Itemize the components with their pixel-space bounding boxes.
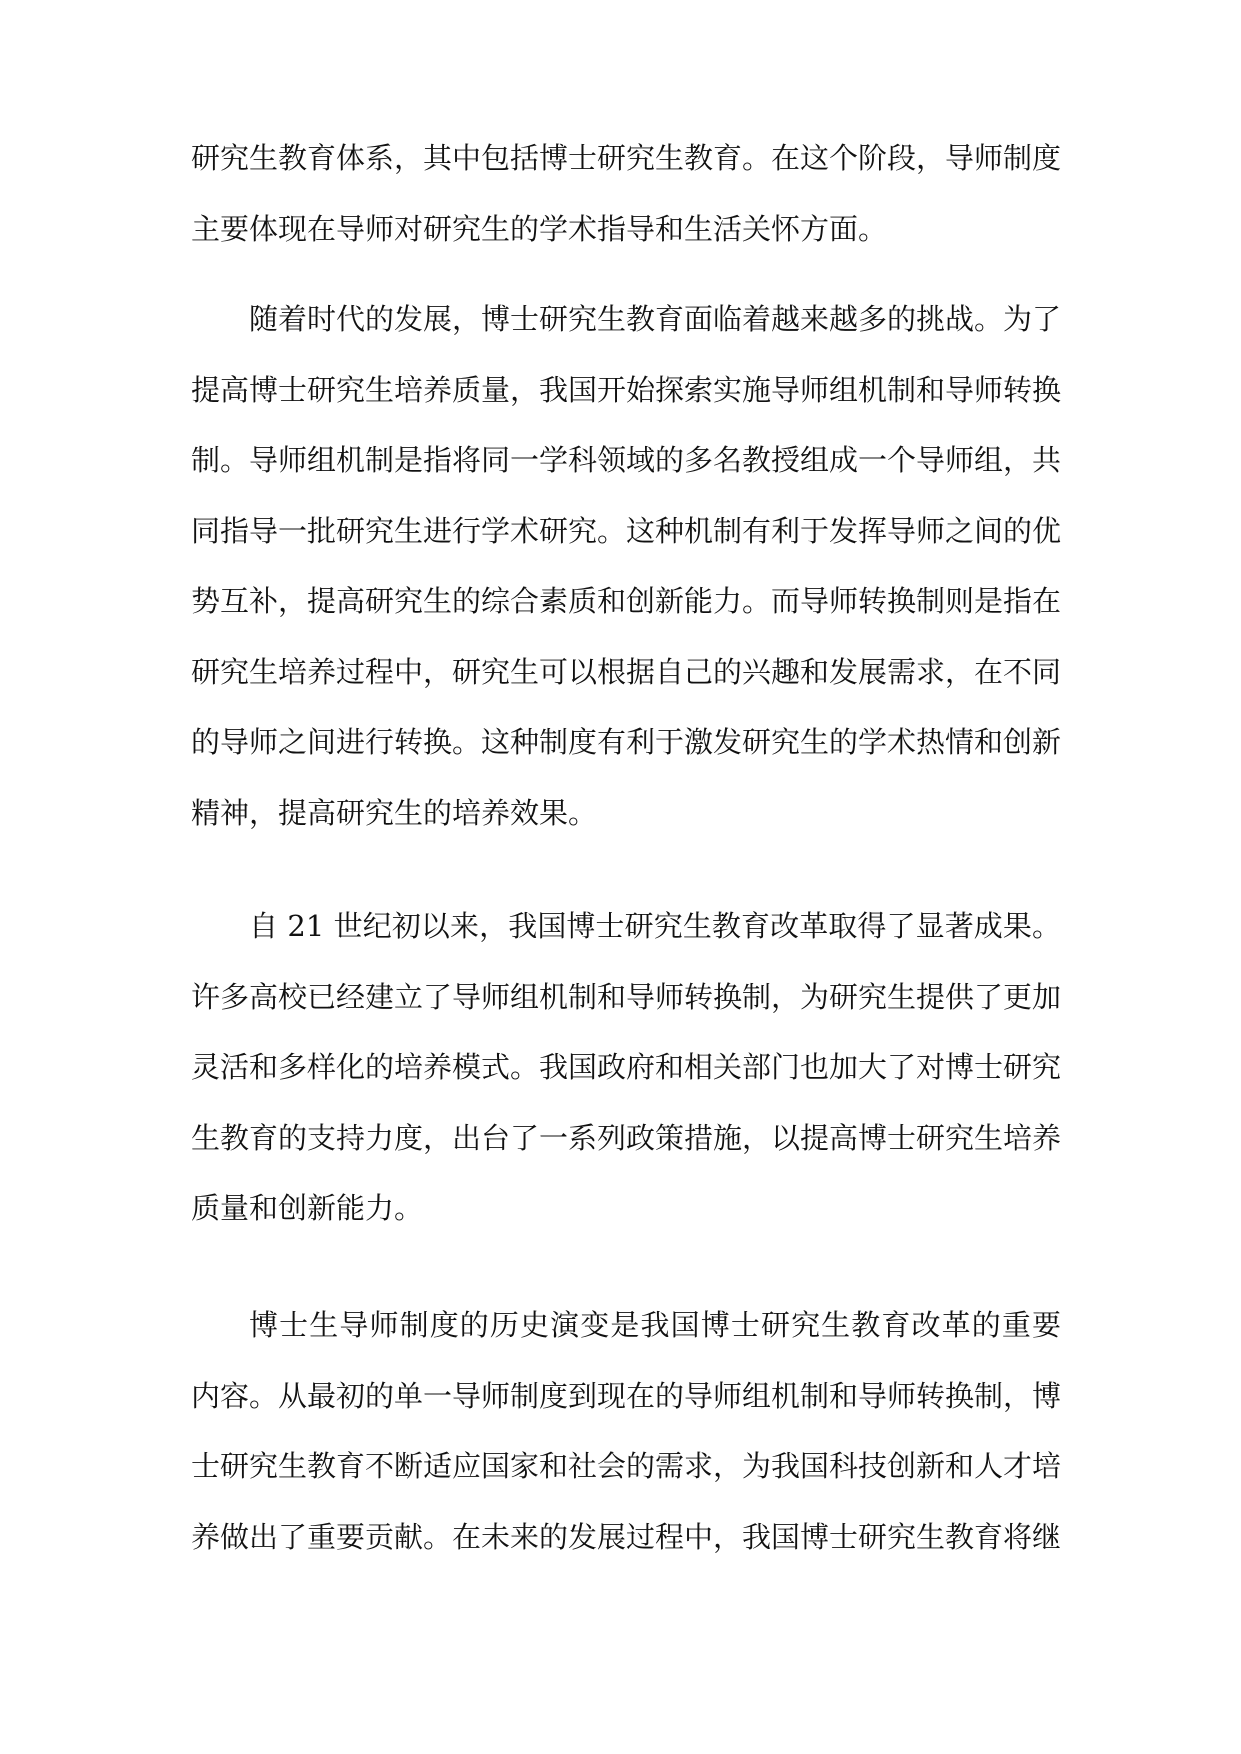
paragraph-line: 灵活和多样化的培养模式。我国政府和相关部门也加大了对博士研究: [191, 1050, 1061, 1084]
paragraph-line: 制。导师组机制是指将同一学科领域的多名教授组成一个导师组，共: [191, 443, 1061, 477]
paragraph-line: 势互补，提高研究生的综合素质和创新能力。而导师转换制则是指在: [191, 584, 1061, 618]
paragraph-line: 随着时代的发展，博士研究生教育面临着越来越多的挑战。为了: [249, 302, 1061, 336]
paragraph-4: [191, 1290, 1061, 1572]
paragraph-line: 士研究生教育不断适应国家和社会的需求，为我国科技创新和人才培: [191, 1449, 1061, 1483]
paragraph-line: 同指导一批研究生进行学术研究。这种机制有利于发挥导师之间的优: [191, 513, 1061, 548]
paragraph-line: 内容。从最初的单一导师制度到现在的导师组机制和导师转换制，博: [191, 1378, 1061, 1413]
paragraph-1: [191, 123, 1061, 264]
paragraph-line: 研究生培养过程中，研究生可以根据自己的兴趣和发展需求，在不同: [191, 654, 1061, 689]
paragraph-line: 养做出了重要贡献。在未来的发展过程中，我国博士研究生教育将继: [191, 1519, 1061, 1554]
paragraph-line: 自 21 世纪初以来，我国博士研究生教育改革取得了显著成果。: [249, 909, 1061, 943]
paragraph-line: 提高博士研究生培养质量，我国开始探索实施导师组机制和导师转换: [191, 372, 1061, 407]
paragraph-line: 主要体现在导师对研究生的学术指导和生活关怀方面。: [191, 211, 888, 246]
paragraph-line: 精神，提高研究生的培养效果。: [191, 795, 598, 830]
paragraph-line: 的导师之间进行转换。这种制度有利于激发研究生的学术热情和创新: [191, 725, 1061, 759]
paragraph-line: 研究生教育体系，其中包括博士研究生教育。在这个阶段，导师制度: [191, 141, 1061, 175]
paragraph-line: 质量和创新能力。: [191, 1191, 424, 1225]
paragraph-2: [191, 284, 1061, 848]
paragraph-line: 博士生导师制度的历史演变是我国博士研究生教育改革的重要: [249, 1308, 1061, 1342]
paragraph-line: 生教育的支持力度，出台了一系列政策措施，以提高博士研究生培养: [191, 1120, 1061, 1155]
paragraph-3: [191, 891, 1061, 1244]
paragraph-line: 许多高校已经建立了导师组机制和导师转换制，为研究生提供了更加: [191, 979, 1061, 1014]
